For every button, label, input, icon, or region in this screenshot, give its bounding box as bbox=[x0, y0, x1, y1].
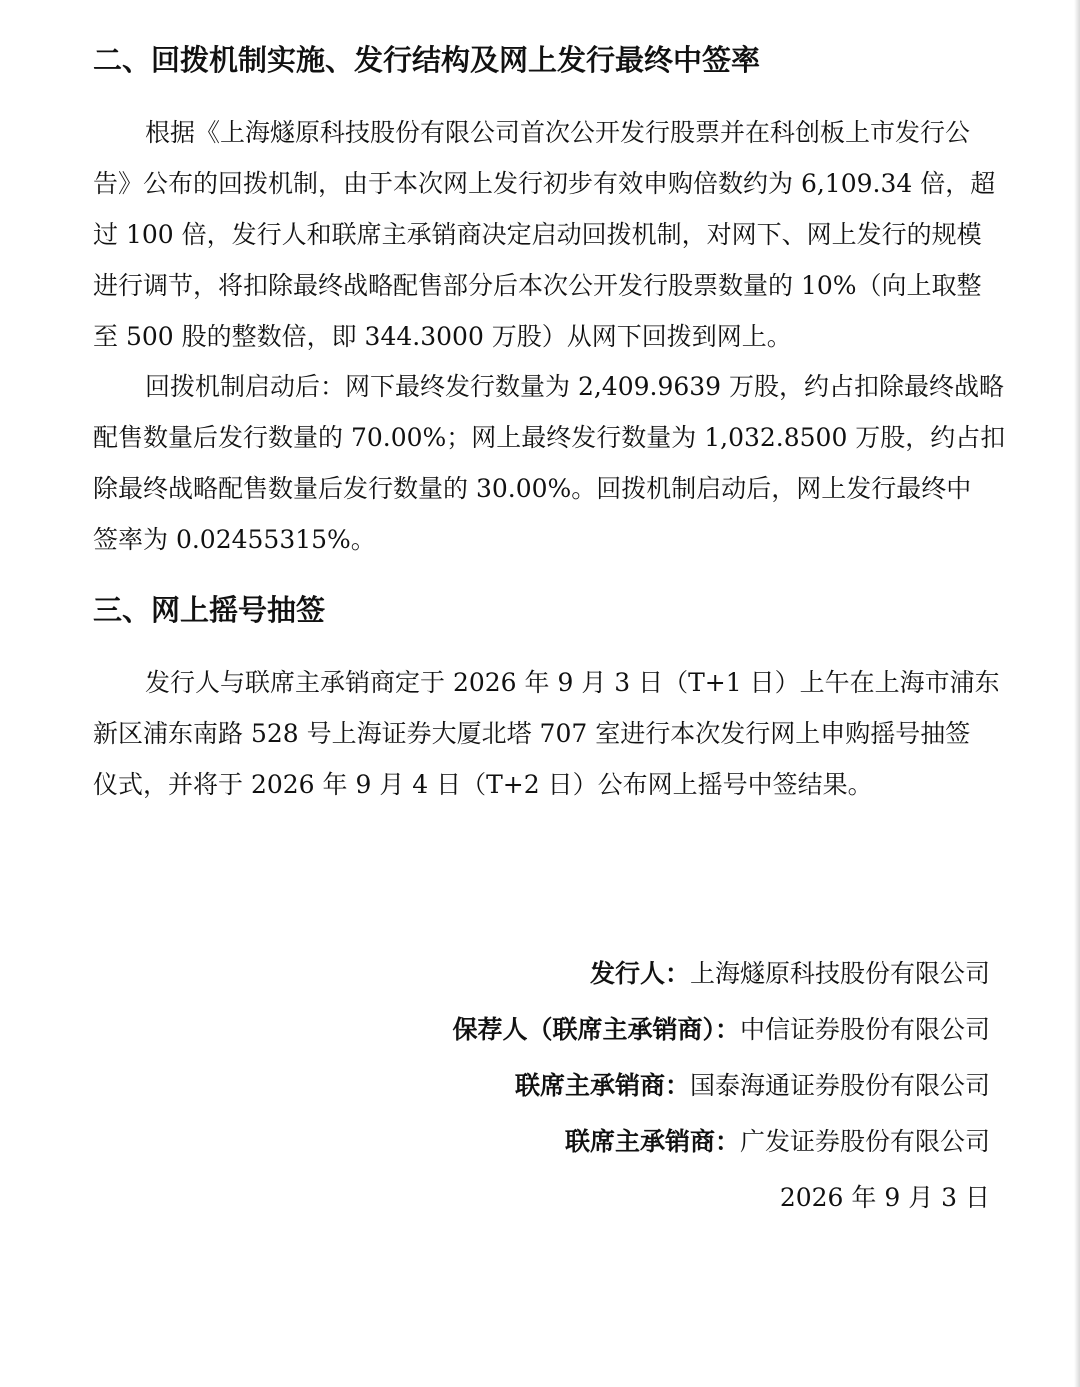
paragraph-line: 过 100 倍，发行人和联席主承销商决定启动回拨机制，对网下、网上发行的规模 bbox=[93, 220, 982, 249]
section-2-heading: 二、回拨机制实施、发行结构及网上发行最终中签率 bbox=[93, 43, 761, 77]
paragraph-line: 仪式，并将于 2026 年 9 月 4 日（T+2 日）公布网上摇号中签结果。 bbox=[93, 770, 873, 799]
paragraph-line: 根据《上海燧原科技股份有限公司首次公开发行股票并在科创板上市发行公 bbox=[145, 118, 971, 147]
signature-role: 联席主承销商： bbox=[564, 1127, 740, 1156]
paragraph-line: 配售数量后发行数量的 70.00%；网上最终发行数量为 1,032.8500 万股，约占扣 bbox=[93, 423, 1006, 452]
signature-name: 中信证券股份有限公司 bbox=[739, 1015, 990, 1044]
signature-name: 上海燧原科技股份有限公司 bbox=[689, 959, 990, 988]
signature-role: 发行人： bbox=[589, 959, 690, 988]
paragraph-line: 回拨机制启动后：网下最终发行数量为 2,409.9639 万股，约占扣除最终战略 bbox=[145, 372, 1005, 401]
paragraph-line: 签率为 0.02455315%。 bbox=[93, 525, 376, 554]
paragraph-line: 除最终战略配售数量后发行数量的 30.00%。回拨机制启动后，网上发行最终中 bbox=[93, 474, 972, 503]
document-date: 2026 年 9 月 3 日 bbox=[779, 1183, 990, 1212]
paragraph-line: 发行人与联席主承销商定于 2026 年 9 月 3 日（T+1 日）上午在上海市浦东 bbox=[145, 668, 1000, 697]
section-3-heading: 三、网上摇号抽签 bbox=[93, 593, 326, 627]
signature-co-underwriter-1 bbox=[515, 1068, 990, 1104]
paragraph-line: 新区浦东南路 528 号上海证券大厦北塔 707 室进行本次发行网上申购摇号抽签 bbox=[93, 719, 971, 748]
signature-role: 联席主承销商： bbox=[514, 1071, 690, 1100]
signature-sponsor bbox=[452, 1012, 990, 1048]
signature-co-underwriter-2 bbox=[565, 1124, 990, 1160]
signature-issuer bbox=[590, 956, 990, 992]
signature-name: 国泰海通证券股份有限公司 bbox=[689, 1071, 990, 1100]
paragraph-line: 告》公布的回拨机制，由于本次网上发行初步有效申购倍数约为 6,109.34 倍，超 bbox=[93, 169, 996, 198]
paragraph-line: 进行调节，将扣除最终战略配售部分后本次公开发行股票数量的 10%（向上取整 bbox=[93, 271, 982, 300]
page-edge-shadow bbox=[1074, 0, 1080, 1387]
signature-role: 保荐人（联席主承销商）： bbox=[452, 1015, 740, 1044]
signature-name: 广发证券股份有限公司 bbox=[739, 1127, 990, 1156]
paragraph-line: 至 500 股的整数倍，即 344.3000 万股）从网下回拨到网上。 bbox=[93, 322, 792, 351]
